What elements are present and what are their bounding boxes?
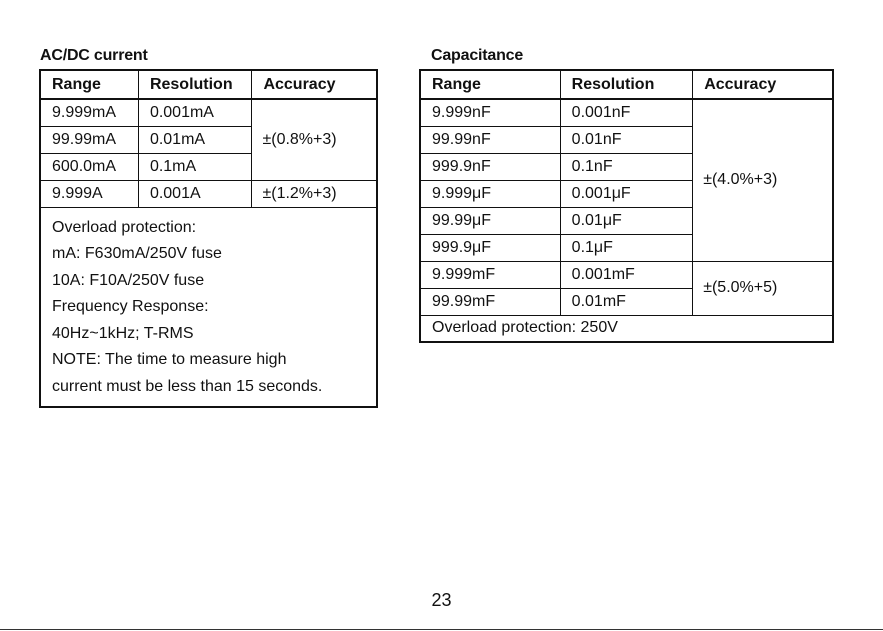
table-row [40, 99, 377, 126]
range-cell: 999.9μF [420, 234, 560, 261]
range-cell: 9.999mF [420, 261, 560, 288]
notes-row [40, 207, 377, 407]
header-accuracy: Accuracy [693, 70, 833, 99]
header-range: Range [40, 70, 138, 99]
range-cell: 9.999nF [420, 99, 560, 126]
resolution-cell: 0.01nF [560, 126, 693, 153]
header-range: Range [420, 70, 560, 99]
resolution-cell: 0.001μF [560, 180, 693, 207]
range-cell: 99.99mA [40, 126, 138, 153]
accuracy-cell: ±(4.0%+3) [693, 99, 833, 261]
resolution-cell: 0.01mF [560, 288, 693, 315]
resolution-cell: 0.001A [138, 180, 252, 207]
header-resolution: Resolution [138, 70, 252, 99]
accuracy-cell: ±(5.0%+5) [693, 261, 833, 315]
header-accuracy: Accuracy [252, 70, 377, 99]
ac-dc-table [39, 69, 378, 408]
capacitance-title: Capacitance [431, 47, 524, 64]
resolution-cell: 0.1nF [560, 153, 693, 180]
table-row [420, 261, 833, 288]
resolution-cell: 0.01μF [560, 207, 693, 234]
notes-cell [40, 207, 377, 407]
accuracy-cell: ±(1.2%+3) [252, 180, 377, 207]
note-line: NOTE: The time to measure high [52, 351, 287, 368]
bottom-rule [0, 629, 883, 630]
header-resolution: Resolution [560, 70, 693, 99]
capacitance-table [419, 69, 834, 343]
ac-dc-title: AC/DC current [40, 47, 148, 64]
overload-protection-cell: Overload protection: 250V [420, 315, 833, 342]
table-row [40, 180, 377, 207]
note-line: 40Hz~1kHz; T-RMS [52, 324, 194, 342]
range-cell: 99.99mF [420, 288, 560, 315]
range-cell: 999.9nF [420, 153, 560, 180]
resolution-cell: 0.001nF [560, 99, 693, 126]
note-line: Frequency Response: [52, 298, 209, 315]
resolution-cell: 0.001mA [138, 99, 252, 126]
resolution-cell: 0.1mA [138, 153, 252, 180]
accuracy-cell: ±(0.8%+3) [252, 99, 377, 180]
table-header-row [40, 70, 377, 99]
range-cell: 9.999μF [420, 180, 560, 207]
note-line: current must be less than 15 seconds. [52, 377, 323, 395]
note-line: Overload protection: [52, 218, 197, 236]
page-number: 23 [431, 590, 452, 610]
range-cell: 9.999mA [40, 99, 138, 126]
resolution-cell: 0.1μF [560, 234, 693, 261]
range-cell: 99.99nF [420, 126, 560, 153]
range-cell: 9.999A [40, 180, 138, 207]
range-cell: 99.99μF [420, 207, 560, 234]
resolution-cell: 0.01mA [138, 126, 252, 153]
note-line: 10A: F10A/250V fuse [52, 271, 205, 289]
note-line: mA: F630mA/250V fuse [52, 245, 222, 262]
range-cell: 600.0mA [40, 153, 138, 180]
resolution-cell: 0.001mF [560, 261, 693, 288]
table-header-row [420, 70, 833, 99]
footer-row [420, 315, 833, 342]
table-row [420, 99, 833, 126]
